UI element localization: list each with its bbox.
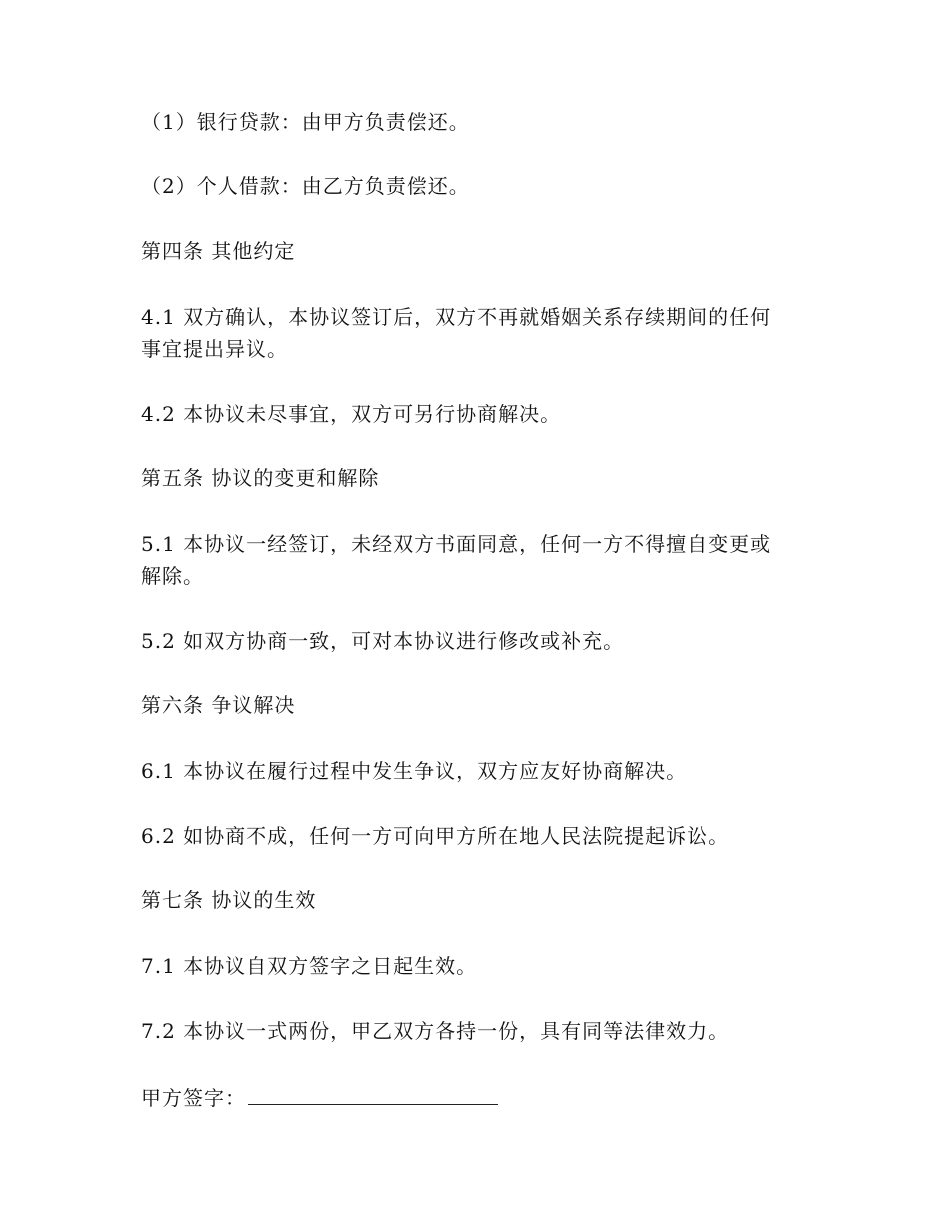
signature-row-party-a — [141, 1082, 498, 1114]
paragraph-debt-personal: （2）个人借款：由乙方负责偿还。 — [141, 174, 470, 198]
paragraph-5-1-line1: 5.1 本协议一经签订，未经双方书面同意，任何一方不得擅自变更或 — [141, 532, 772, 556]
heading-article-7: 第七条 协议的生效 — [141, 888, 317, 912]
paragraph-4-1-line1: 4.1 双方确认，本协议签订后，双方不再就婚姻关系存续期间的任何 — [141, 305, 772, 329]
paragraph-7-2: 7.2 本协议一式两份，甲乙双方各持一份，具有同等法律效力。 — [141, 1019, 730, 1043]
paragraph-5-2: 5.2 如双方协商一致，可对本协议进行修改或补充。 — [141, 629, 625, 653]
heading-article-5: 第五条 协议的变更和解除 — [141, 466, 380, 490]
heading-article-6: 第六条 争议解决 — [141, 693, 296, 717]
paragraph-6-1: 6.1 本协议在履行过程中发生争议，双方应友好协商解决。 — [141, 759, 688, 783]
paragraph-4-1-line2: 事宜提出异议。 — [141, 337, 288, 361]
signature-blank-line[interactable] — [248, 1082, 498, 1105]
signature-label: 甲方签字： — [141, 1086, 246, 1110]
paragraph-debt-bank: （1）银行贷款：由甲方负责偿还。 — [141, 110, 470, 134]
paragraph-5-1-line2: 解除。 — [141, 564, 204, 588]
paragraph-4-2: 4.2 本协议未尽事宜，双方可另行协商解决。 — [141, 402, 562, 426]
paragraph-6-2: 6.2 如协商不成，任何一方可向甲方所在地人民法院提起诉讼。 — [141, 824, 730, 848]
heading-article-4: 第四条 其他约定 — [141, 239, 296, 263]
paragraph-7-1: 7.1 本协议自双方签字之日起生效。 — [141, 954, 478, 978]
